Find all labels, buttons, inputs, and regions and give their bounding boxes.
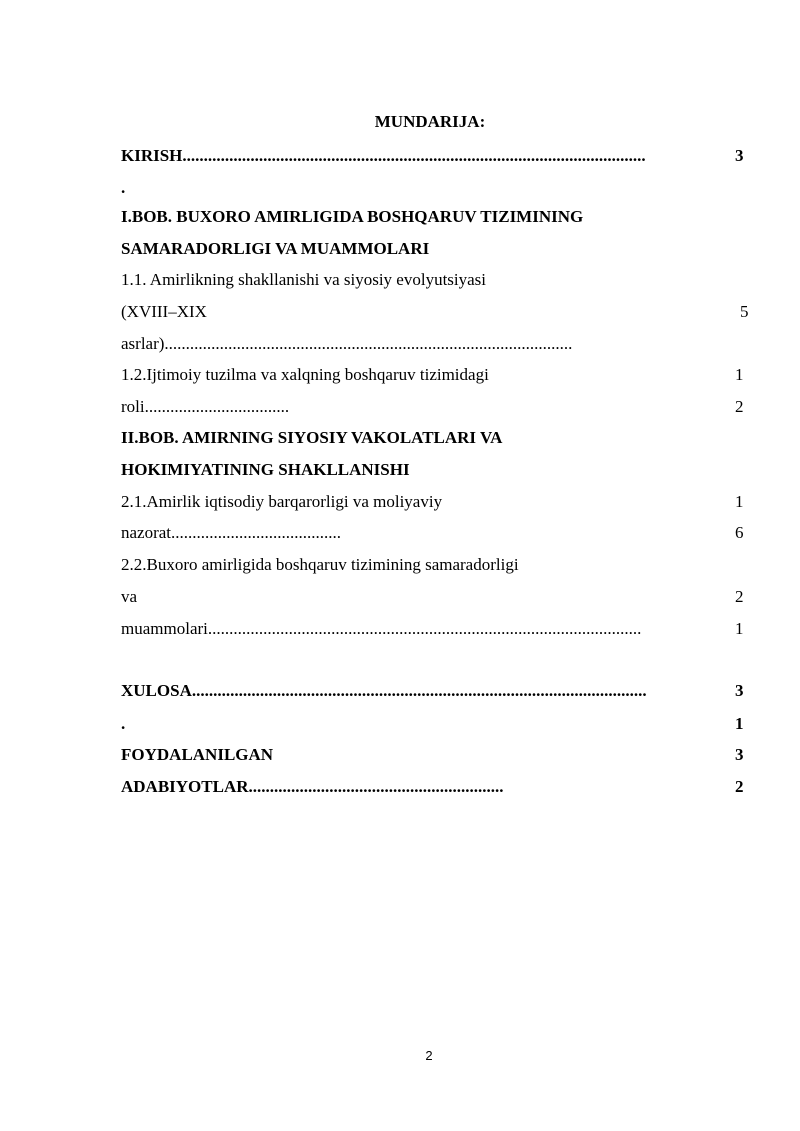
toc-section-2-2-line-1: 2.2.Buxoro amirligida boshqaruv tizimining samaradorligi (121, 555, 519, 574)
toc-entry-xulosa-dot: . (121, 714, 126, 733)
toc-page-1-2-digit-1: 1 (735, 365, 744, 384)
toc-page-2-1-digit-2: 6 (735, 523, 744, 542)
toc-page-2-2-digit-2: 1 (735, 619, 744, 638)
toc-section-1-2-line-2: roli.................................. (121, 397, 290, 416)
toc-heading: MUNDARIJA: (374, 112, 486, 131)
toc-chapter-2-title-line-2: HOKIMIYATINING SHAKLLANISHI (121, 460, 410, 479)
toc-page-references-digit-2: 2 (735, 777, 744, 796)
toc-section-2-2-line-3: muammolari...................................................................................................... (121, 619, 642, 638)
toc-section-1-1-line-2: (XVIII–XIX (121, 302, 207, 321)
toc-page-1-1: 5 (740, 302, 749, 321)
toc-page-xulosa-digit-1: 3 (735, 681, 744, 700)
toc-entry-kirish: KIRISH............................................................................................................. (121, 146, 646, 165)
toc-page-2-2-digit-1: 2 (735, 587, 744, 606)
toc-section-2-1-line-1: 2.1.Amirlik iqtisodiy barqarorligi va moliyaviy (121, 492, 443, 511)
toc-page-1-2-digit-2: 2 (735, 397, 744, 416)
toc-entry-references-line-1: FOYDALANILGAN (121, 745, 274, 764)
toc-section-2-1-line-2: nazorat........................................ (121, 523, 342, 542)
toc-section-1-1-line-1: 1.1. Amirlikning shakllanishi va siyosiy evolyutsiyasi (121, 270, 487, 289)
toc-section-1-2-line-1: 1.2.Ijtimoiy tuzilma va xalqning boshqaruv tizimidagi (121, 365, 489, 384)
toc-page-2-1-digit-1: 1 (735, 492, 744, 511)
toc-page-xulosa-digit-2: 1 (735, 714, 744, 733)
toc-chapter-2-title-line-1: II.BOB. AMIRNING SIYOSIY VAKOLATLARI VA (121, 428, 503, 447)
toc-chapter-1-title-line-2: SAMARADORLIGI VA MUAMMOLARI (121, 239, 430, 258)
toc-section-2-2-line-2: va (121, 587, 138, 606)
toc-entry-references-line-2: ADABIYOTLAR............................................................ (121, 777, 504, 796)
toc-page-references-digit-1: 3 (735, 745, 744, 764)
toc-chapter-1-title-line-1: I.BOB. BUXORO AMIRLIGIDA BOSHQARUV TIZIMINING (121, 207, 584, 226)
toc-section-1-1-line-3: asrlar)................................................................................................ (121, 334, 573, 353)
toc-page-kirish: 3 (735, 146, 744, 165)
page-number: 2 (425, 1048, 433, 1063)
toc-entry-dot: . (121, 178, 126, 197)
toc-entry-xulosa: XULOSA........................................................................................................... (121, 681, 647, 700)
